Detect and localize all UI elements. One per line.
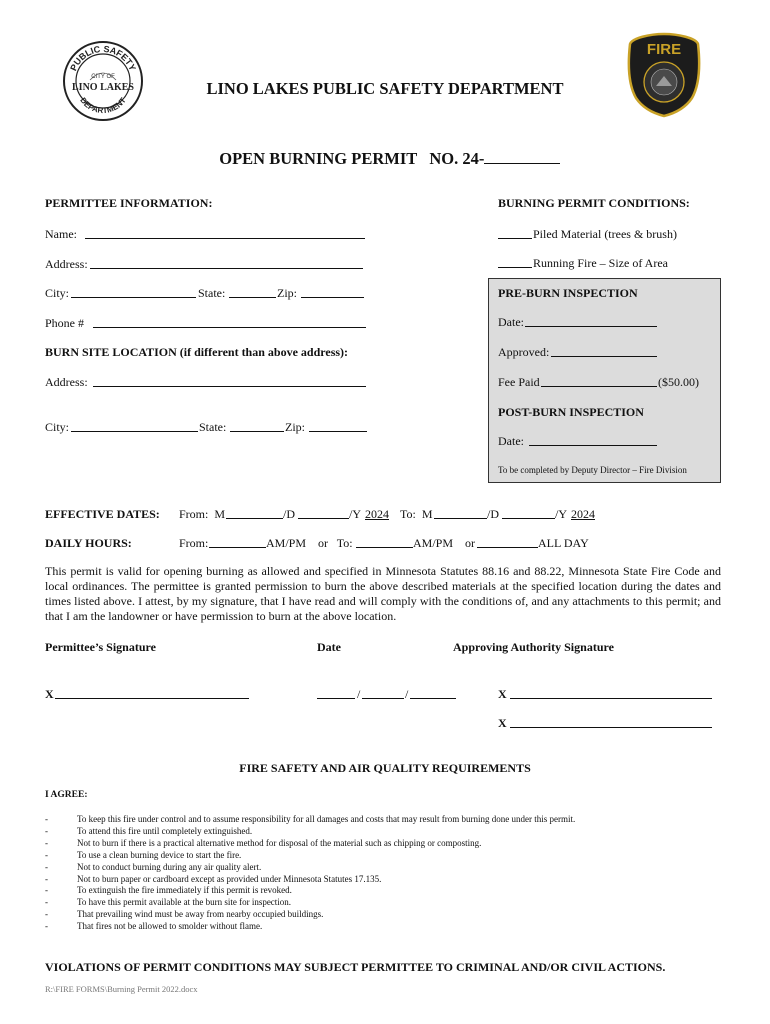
piled-material-check[interactable] bbox=[498, 238, 532, 239]
list-item: - Not to burn paper or cardboard except as provided under Minnesota Statutes 17.135. bbox=[45, 873, 382, 884]
list-item: - To attend this fire until completely extinguished. bbox=[45, 825, 253, 836]
date-slash-2: / bbox=[405, 687, 409, 701]
permit-title-text: OPEN BURNING PERMIT NO. 24- bbox=[219, 149, 485, 168]
list-item: - Not to conduct burning during any air quality alert. bbox=[45, 861, 262, 872]
date-slash-1: / bbox=[357, 687, 361, 701]
site-state-label: State: bbox=[199, 420, 227, 434]
site-zip-label: Zip: bbox=[285, 420, 305, 434]
sign-year-field[interactable] bbox=[410, 698, 456, 699]
state-label: State: bbox=[198, 286, 226, 300]
burn-site-heading: BURN SITE LOCATION (if different than above address): bbox=[45, 345, 349, 359]
from-y-label: /Y bbox=[349, 507, 361, 521]
ampm-label-2: AM/PM bbox=[413, 536, 454, 550]
phone-field[interactable] bbox=[93, 327, 366, 328]
fee-field[interactable] bbox=[541, 386, 657, 387]
i-agree-label: I AGREE: bbox=[45, 790, 88, 800]
list-item: - That fires not be allowed to smolder without flame. bbox=[45, 921, 263, 932]
to-day-field[interactable] bbox=[502, 518, 555, 519]
list-item: - Not to burn if there is a practical alternative method for disposal of the material such as chipping or composting. bbox=[45, 837, 482, 848]
address-field[interactable] bbox=[90, 268, 363, 269]
permittee-x: X bbox=[45, 687, 54, 701]
sign-month-field[interactable] bbox=[317, 698, 355, 699]
hours-from-field[interactable] bbox=[209, 547, 266, 548]
from-m-label: From: M bbox=[179, 507, 226, 521]
signature-date-label: Date bbox=[317, 640, 341, 654]
ampm-label-1: AM/PM bbox=[266, 536, 307, 550]
hours-from-label: From: bbox=[179, 536, 209, 550]
site-city-label: City: bbox=[45, 420, 70, 434]
site-zip-field[interactable] bbox=[309, 431, 367, 432]
badge-fire-text: FIRE bbox=[646, 41, 682, 58]
site-address-label: Address: bbox=[45, 375, 88, 389]
phone-label: Phone # bbox=[45, 316, 84, 330]
name-field[interactable] bbox=[85, 238, 365, 239]
effective-dates-label: EFFECTIVE DATES: bbox=[45, 507, 160, 521]
address-label: Address: bbox=[45, 257, 88, 271]
to-m-label: To: M bbox=[400, 507, 433, 521]
fee-amount: ($50.00) bbox=[658, 375, 699, 389]
all-day-label: ALL DAY bbox=[538, 536, 589, 550]
permittee-heading: PERMITTEE INFORMATION: bbox=[45, 196, 213, 210]
name-label: Name: bbox=[45, 227, 77, 241]
post-date-label: Date: bbox=[498, 434, 524, 448]
site-state-field[interactable] bbox=[230, 431, 284, 432]
from-year: 2024 bbox=[365, 507, 389, 521]
permit-statement: This permit is valid for opening burning as allowed and specified in Minnesota Statutes 88.16 and 88.22, Minnesota State Fire Code and local ordinances. The permittee is granted permission to burn the above described materials at the specified location during the dates and times listed above. I attest, by my signature, that I have read and will comply with the conditions of, and any attachments to this permit; and that I am the landowner or have permission to burn at the above location. bbox=[45, 564, 721, 623]
approved-label: Approved: bbox=[498, 345, 550, 359]
list-item: - That prevailing wind must be away from nearby occupied buildings. bbox=[45, 909, 324, 920]
to-month-field[interactable] bbox=[434, 518, 487, 519]
department-title: LINO LAKES PUBLIC SAFETY DEPARTMENT bbox=[206, 79, 564, 98]
or-label: or bbox=[465, 536, 475, 550]
sign-day-field[interactable] bbox=[362, 698, 404, 699]
list-item: - To keep this fire under control and to assume responsibility for all damages and costs that may result from burning done under this permit. bbox=[45, 814, 576, 824]
or-to-label: or To: bbox=[318, 536, 353, 550]
requirements-heading: FIRE SAFETY AND AIR QUALITY REQUIREMENTS bbox=[239, 761, 531, 775]
permittee-signature-field[interactable] bbox=[55, 698, 249, 699]
city-field[interactable] bbox=[71, 297, 196, 298]
post-burn-heading: POST-BURN INSPECTION bbox=[498, 405, 644, 419]
violations-warning: VIOLATIONS OF PERMIT CONDITIONS MAY SUBJECT PERMITTEE TO CRIMINAL AND/OR CIVIL ACTIONS. bbox=[45, 960, 666, 974]
fee-label: Fee Paid bbox=[498, 375, 540, 389]
to-d-label: /D bbox=[487, 507, 499, 521]
authority-signature-field-1[interactable] bbox=[510, 698, 712, 699]
from-day-field[interactable] bbox=[298, 518, 349, 519]
list-item: - To use a clean burning device to start the fire. bbox=[45, 849, 242, 860]
zip-label: Zip: bbox=[277, 286, 297, 300]
authority-x-1: X bbox=[498, 687, 507, 701]
to-y-label: /Y bbox=[555, 507, 567, 521]
list-item: - To extinguish the fire immediately if this permit is revoked. bbox=[45, 885, 292, 896]
pre-date-field[interactable] bbox=[525, 326, 657, 327]
fire-badge-logo bbox=[626, 32, 702, 118]
approving-authority-label: Approving Authority Signature bbox=[453, 640, 614, 654]
requirements-list bbox=[45, 814, 705, 933]
permit-title bbox=[211, 126, 560, 169]
post-date-field[interactable] bbox=[529, 445, 657, 446]
authority-signature-field-2[interactable] bbox=[510, 727, 712, 728]
running-fire-check[interactable] bbox=[498, 267, 532, 268]
permittee-signature-label: Permittee’s Signature bbox=[45, 640, 156, 654]
piled-material-label: Piled Material (trees & brush) bbox=[533, 227, 677, 241]
svg-text:LINO LAKES: LINO LAKES bbox=[72, 82, 134, 93]
site-city-field[interactable] bbox=[71, 431, 198, 432]
hours-to-field[interactable] bbox=[356, 547, 413, 548]
pre-burn-heading: PRE-BURN INSPECTION bbox=[498, 286, 638, 300]
svg-text:CITY OF: CITY OF bbox=[91, 74, 115, 80]
daily-hours-label: DAILY HOURS: bbox=[45, 536, 132, 550]
file-path-footer: R:\FIRE FORMS\Burning Permit 2022.docx bbox=[45, 984, 198, 994]
zip-field[interactable] bbox=[301, 297, 364, 298]
pre-date-label: Date: bbox=[498, 315, 524, 329]
from-month-field[interactable] bbox=[226, 518, 283, 519]
authority-x-2: X bbox=[498, 716, 507, 730]
from-d-label: /D bbox=[283, 507, 295, 521]
city-label: City: bbox=[45, 286, 70, 300]
logo-arc-bottom: DEPARTMENT bbox=[78, 95, 128, 116]
to-year: 2024 bbox=[571, 507, 595, 521]
inspection-note: To be completed by Deputy Director – Fire Division bbox=[498, 465, 687, 475]
logo-arc-top: PUBLIC SAFETY bbox=[68, 43, 138, 73]
conditions-heading: BURNING PERMIT CONDITIONS: bbox=[498, 196, 690, 210]
all-day-field[interactable] bbox=[477, 547, 538, 548]
approved-field[interactable] bbox=[551, 356, 657, 357]
list-item: - To have this permit available at the burn site for inspection. bbox=[45, 897, 292, 908]
permit-number-field[interactable] bbox=[484, 146, 560, 164]
running-fire-label: Running Fire – Size of Area bbox=[533, 256, 668, 270]
site-address-field[interactable] bbox=[93, 386, 366, 387]
state-field[interactable] bbox=[229, 297, 276, 298]
